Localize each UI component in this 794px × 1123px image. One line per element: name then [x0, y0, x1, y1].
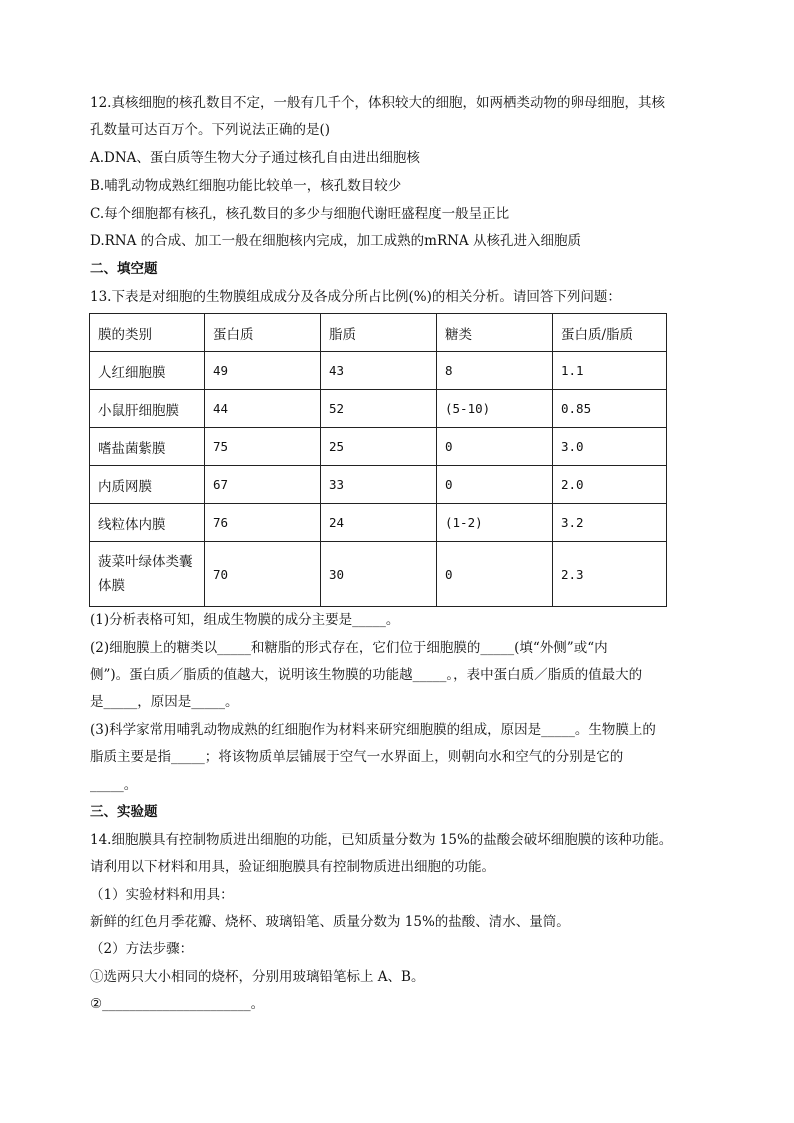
table-cell-name: [90, 542, 205, 607]
q14-stem-line1: 14.细胞膜具有控制物质进出细胞的功能，已知质量分数为 15%的盐酸会破坏细胞膜的该种功能。: [90, 832, 673, 848]
table-row: [90, 504, 667, 542]
q13-sub2-line1: (2)细胞膜上的糖类以_____和糖脂的形式存在，它们位于细胞膜的_____(填“外侧”或“内: [90, 640, 608, 656]
section2-title: 二、填空题: [90, 261, 158, 277]
table-cell-name: 小鼠肝细胞膜: [90, 390, 205, 428]
table-cell: 0: [437, 428, 553, 466]
q13-stem: 13.下表是对细胞的生物膜组成成分及各成分所占比例(%)的相关分析。请回答下列问题：: [90, 289, 621, 305]
q12-stem-line1: 12.真核细胞的核孔数目不定，一般有几千个，体积较大的细胞，如两栖类动物的卵母细胞，其核: [90, 95, 665, 111]
table-cell: 76: [205, 504, 321, 542]
membrane-composition-table: [89, 313, 667, 607]
q12-stem-line2: 孔数量可达百万个。下列说法正确的是(): [90, 122, 331, 138]
table-cell: 70: [205, 542, 321, 607]
q14-step2: ②______________________。: [90, 996, 265, 1012]
q13-sub3-line1: (3)科学家常用哺乳动物成熟的红细胞作为材料来研究细胞膜的组成，原因是_____。生物膜上的: [90, 722, 656, 738]
q13-sub2-line3: 是_____，原因是_____。: [90, 694, 239, 710]
table-cell: 0: [437, 466, 553, 504]
q13-sub3-line2: 脂质主要是指_____；将该物质单层铺展于空气一水界面上，则朝向水和空气的分别是它的: [90, 749, 624, 765]
table-header-cell: 蛋白质: [205, 314, 321, 352]
table-row: [90, 542, 667, 607]
table-header-cell: 膜的类别: [90, 314, 205, 352]
table-cell-name: 线粒体内膜: [90, 504, 205, 542]
q13-sub1: (1)分析表格可知，组成生物膜的成分主要是_____。: [90, 612, 400, 628]
table-header-cell: 蛋白质/脂质: [553, 314, 667, 352]
table-row: [90, 390, 667, 428]
table-cell: 33: [321, 466, 437, 504]
table-cell: 67: [205, 466, 321, 504]
table-cell: 3.2: [553, 504, 667, 542]
table-cell: 2.0: [553, 466, 667, 504]
table-cell-name-line1: 菠菜叶绿体类囊: [98, 554, 193, 570]
table-cell: 0.85: [553, 390, 667, 428]
table-cell: 44: [205, 390, 321, 428]
table-row: [90, 428, 667, 466]
q13-sub2-line2: 侧”)。蛋白质／脂质的值越大，说明该生物膜的功能越_____。，表中蛋白质／脂质的值最大的: [90, 667, 643, 683]
table-cell: (1-2): [437, 504, 553, 542]
table-cell-name: 内质网膜: [90, 466, 205, 504]
table-cell: 30: [321, 542, 437, 607]
table-row: [90, 352, 667, 390]
q14-materials: 新鲜的红色月季花瓣、烧杯、玻璃铅笔、质量分数为 15%的盐酸、清水、量筒。: [90, 914, 570, 930]
table-header-cell: 脂质: [321, 314, 437, 352]
table-cell: (5-10): [437, 390, 553, 428]
table-header-row: [90, 314, 667, 352]
q12-option-c: C.每个细胞都有核孔，核孔数目的多少与细胞代谢旺盛程度一般呈正比: [90, 206, 510, 222]
section3-title: 三、实验题: [90, 804, 158, 820]
table-cell: 8: [437, 352, 553, 390]
table-cell: 3.0: [553, 428, 667, 466]
table-cell: 25: [321, 428, 437, 466]
table-header-cell: 糖类: [437, 314, 553, 352]
q14-step1: ①选两只大小相同的烧杯，分别用玻璃铅笔标上 A、B。: [90, 969, 425, 985]
table-row: [90, 466, 667, 504]
table-cell: 43: [321, 352, 437, 390]
table-cell-name-line2: 体膜: [98, 578, 125, 594]
q12-option-b: B.哺乳动物成熟红细胞功能比较单一，核孔数目较少: [90, 178, 402, 194]
table-cell: 0: [437, 542, 553, 607]
table-cell: 49: [205, 352, 321, 390]
q14-stem-line2: 请利用以下材料和用具，验证细胞膜具有控制物质进出细胞的功能。: [90, 859, 495, 875]
table-cell: 1.1: [553, 352, 667, 390]
table-cell-name: 嗜盐菌紫膜: [90, 428, 205, 466]
q13-sub3-line3: _____。: [90, 777, 138, 793]
table-cell: 2.3: [553, 542, 667, 607]
q12-option-a: A.DNA、蛋白质等生物大分子通过核孔自由进出细胞核: [90, 150, 420, 166]
q14-materials-title: （1）实验材料和用具：: [90, 887, 234, 903]
table-cell: 75: [205, 428, 321, 466]
q12-option-d: D.RNA 的合成、加工一般在细胞核内完成，加工成熟的mRNA 从核孔进入细胞质: [90, 233, 581, 249]
q14-steps-title: （2）方法步骤：: [90, 941, 194, 957]
table-cell: 24: [321, 504, 437, 542]
table-cell: 52: [321, 390, 437, 428]
table-cell-name: 人红细胞膜: [90, 352, 205, 390]
